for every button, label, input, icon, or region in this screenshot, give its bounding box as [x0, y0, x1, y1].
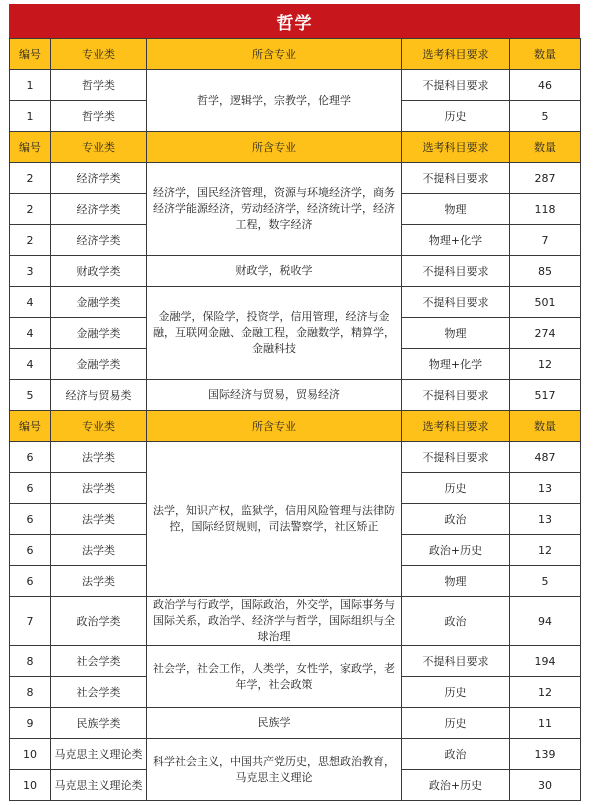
row-number: 4: [10, 318, 51, 349]
header-category: 专业类: [51, 39, 147, 70]
row-category: 马克思主义理论类: [51, 739, 147, 770]
row-number: 7: [10, 597, 51, 646]
row-requirement: 不提科目要求: [402, 380, 510, 411]
table-row: [10, 163, 581, 194]
header-row: [10, 39, 581, 70]
row-category: 社会学类: [51, 677, 147, 708]
row-requirement: 政治: [402, 739, 510, 770]
header-category: 专业类: [51, 411, 147, 442]
row-category: 社会学类: [51, 646, 147, 677]
row-number: 8: [10, 646, 51, 677]
row-majors: 科学社会主义，中国共产党历史，思想政治教育，马克思主义理论: [147, 739, 402, 801]
row-number: 6: [10, 442, 51, 473]
row-count: 487: [510, 442, 581, 473]
row-category: 经济学类: [51, 163, 147, 194]
header-count: 数量: [510, 39, 581, 70]
row-requirement: 历史: [402, 708, 510, 739]
row-count: 274: [510, 318, 581, 349]
table-title: 哲学: [9, 4, 580, 38]
row-number: 6: [10, 535, 51, 566]
row-requirement: 物理: [402, 194, 510, 225]
header-no: 编号: [10, 132, 51, 163]
row-category: 哲学类: [51, 101, 147, 132]
table-row: [10, 708, 581, 739]
row-number: 8: [10, 677, 51, 708]
row-requirement: 物理+化学: [402, 349, 510, 380]
row-category: 法学类: [51, 566, 147, 597]
row-category: 经济与贸易类: [51, 380, 147, 411]
row-majors: 国际经济与贸易，贸易经济: [147, 380, 402, 411]
row-requirement: 历史: [402, 101, 510, 132]
row-count: 85: [510, 256, 581, 287]
row-requirement: 政治: [402, 597, 510, 646]
row-requirement: 不提科目要求: [402, 256, 510, 287]
row-count: 118: [510, 194, 581, 225]
table-row: [10, 287, 581, 318]
row-category: 金融学类: [51, 287, 147, 318]
row-number: 5: [10, 380, 51, 411]
row-category: 法学类: [51, 535, 147, 566]
row-majors: 经济学，国民经济管理，资源与环境经济学，商务经济学能源经济，劳动经济学，经济统计学，经济工程，数字经济: [147, 163, 402, 256]
header-requirement: 选考科目要求: [402, 411, 510, 442]
row-count: 94: [510, 597, 581, 646]
row-number: 2: [10, 163, 51, 194]
row-requirement: 物理+化学: [402, 225, 510, 256]
row-majors: 法学，知识产权，监狱学，信用风险管理与法律防控，国际经贸规则，司法警察学，社区矫正: [147, 442, 402, 597]
row-majors: 政治学与行政学，国际政治，外交学，国际事务与国际关系，政治学、经济学与哲学，国际组织与全球治理: [147, 597, 402, 646]
row-majors: 金融学，保险学，投资学，信用管理，经济与金融，互联网金融、金融工程，金融数学，精算学，金融科技: [147, 287, 402, 380]
row-count: 11: [510, 708, 581, 739]
row-count: 194: [510, 646, 581, 677]
row-number: 2: [10, 225, 51, 256]
row-number: 1: [10, 101, 51, 132]
row-category: 政治学类: [51, 597, 147, 646]
row-count: 12: [510, 535, 581, 566]
row-requirement: 物理: [402, 318, 510, 349]
header-majors: 所含专业: [147, 39, 402, 70]
row-count: 287: [510, 163, 581, 194]
header-count: 数量: [510, 132, 581, 163]
row-category: 经济学类: [51, 194, 147, 225]
row-category: 马克思主义理论类: [51, 770, 147, 801]
row-number: 10: [10, 770, 51, 801]
row-requirement: 历史: [402, 473, 510, 504]
row-requirement: 不提科目要求: [402, 70, 510, 101]
table-row: [10, 442, 581, 473]
row-majors: 民族学: [147, 708, 402, 739]
row-number: 1: [10, 70, 51, 101]
table-row: [10, 646, 581, 677]
row-count: 46: [510, 70, 581, 101]
row-count: 517: [510, 380, 581, 411]
row-category: 法学类: [51, 504, 147, 535]
header-majors: 所含专业: [147, 132, 402, 163]
majors-table: [9, 38, 581, 801]
header-row: [10, 132, 581, 163]
table-row: [10, 739, 581, 770]
header-row: [10, 411, 581, 442]
row-majors: 社会学，社会工作，人类学，女性学，家政学，老年学，社会政策: [147, 646, 402, 708]
row-count: 5: [510, 101, 581, 132]
row-number: 6: [10, 566, 51, 597]
row-count: 13: [510, 504, 581, 535]
row-requirement: 政治+历史: [402, 535, 510, 566]
header-count: 数量: [510, 411, 581, 442]
header-no: 编号: [10, 411, 51, 442]
header-category: 专业类: [51, 132, 147, 163]
row-requirement: 物理: [402, 566, 510, 597]
row-count: 12: [510, 677, 581, 708]
row-number: 4: [10, 349, 51, 380]
header-majors: 所含专业: [147, 411, 402, 442]
row-count: 501: [510, 287, 581, 318]
row-number: 6: [10, 504, 51, 535]
row-count: 13: [510, 473, 581, 504]
row-category: 经济学类: [51, 225, 147, 256]
row-count: 5: [510, 566, 581, 597]
table-row: [10, 256, 581, 287]
row-count: 30: [510, 770, 581, 801]
row-number: 10: [10, 739, 51, 770]
row-requirement: 政治: [402, 504, 510, 535]
row-requirement: 历史: [402, 677, 510, 708]
row-category: 金融学类: [51, 318, 147, 349]
table-row: [10, 380, 581, 411]
table-row: [10, 597, 581, 646]
row-requirement: 不提科目要求: [402, 287, 510, 318]
row-category: 哲学类: [51, 70, 147, 101]
row-number: 6: [10, 473, 51, 504]
row-category: 财政学类: [51, 256, 147, 287]
row-number: 2: [10, 194, 51, 225]
row-count: 139: [510, 739, 581, 770]
header-no: 编号: [10, 39, 51, 70]
header-requirement: 选考科目要求: [402, 132, 510, 163]
row-requirement: 不提科目要求: [402, 442, 510, 473]
row-category: 金融学类: [51, 349, 147, 380]
row-category: 民族学类: [51, 708, 147, 739]
row-count: 12: [510, 349, 581, 380]
row-requirement: 不提科目要求: [402, 646, 510, 677]
row-requirement: 政治+历史: [402, 770, 510, 801]
row-number: 3: [10, 256, 51, 287]
table-row: [10, 70, 581, 101]
header-requirement: 选考科目要求: [402, 39, 510, 70]
row-majors: 哲学，逻辑学，宗教学，伦理学: [147, 70, 402, 132]
row-requirement: 不提科目要求: [402, 163, 510, 194]
row-number: 9: [10, 708, 51, 739]
row-count: 7: [510, 225, 581, 256]
majors-table-body: [10, 39, 581, 801]
row-category: 法学类: [51, 442, 147, 473]
row-category: 法学类: [51, 473, 147, 504]
row-majors: 财政学，税收学: [147, 256, 402, 287]
row-number: 4: [10, 287, 51, 318]
